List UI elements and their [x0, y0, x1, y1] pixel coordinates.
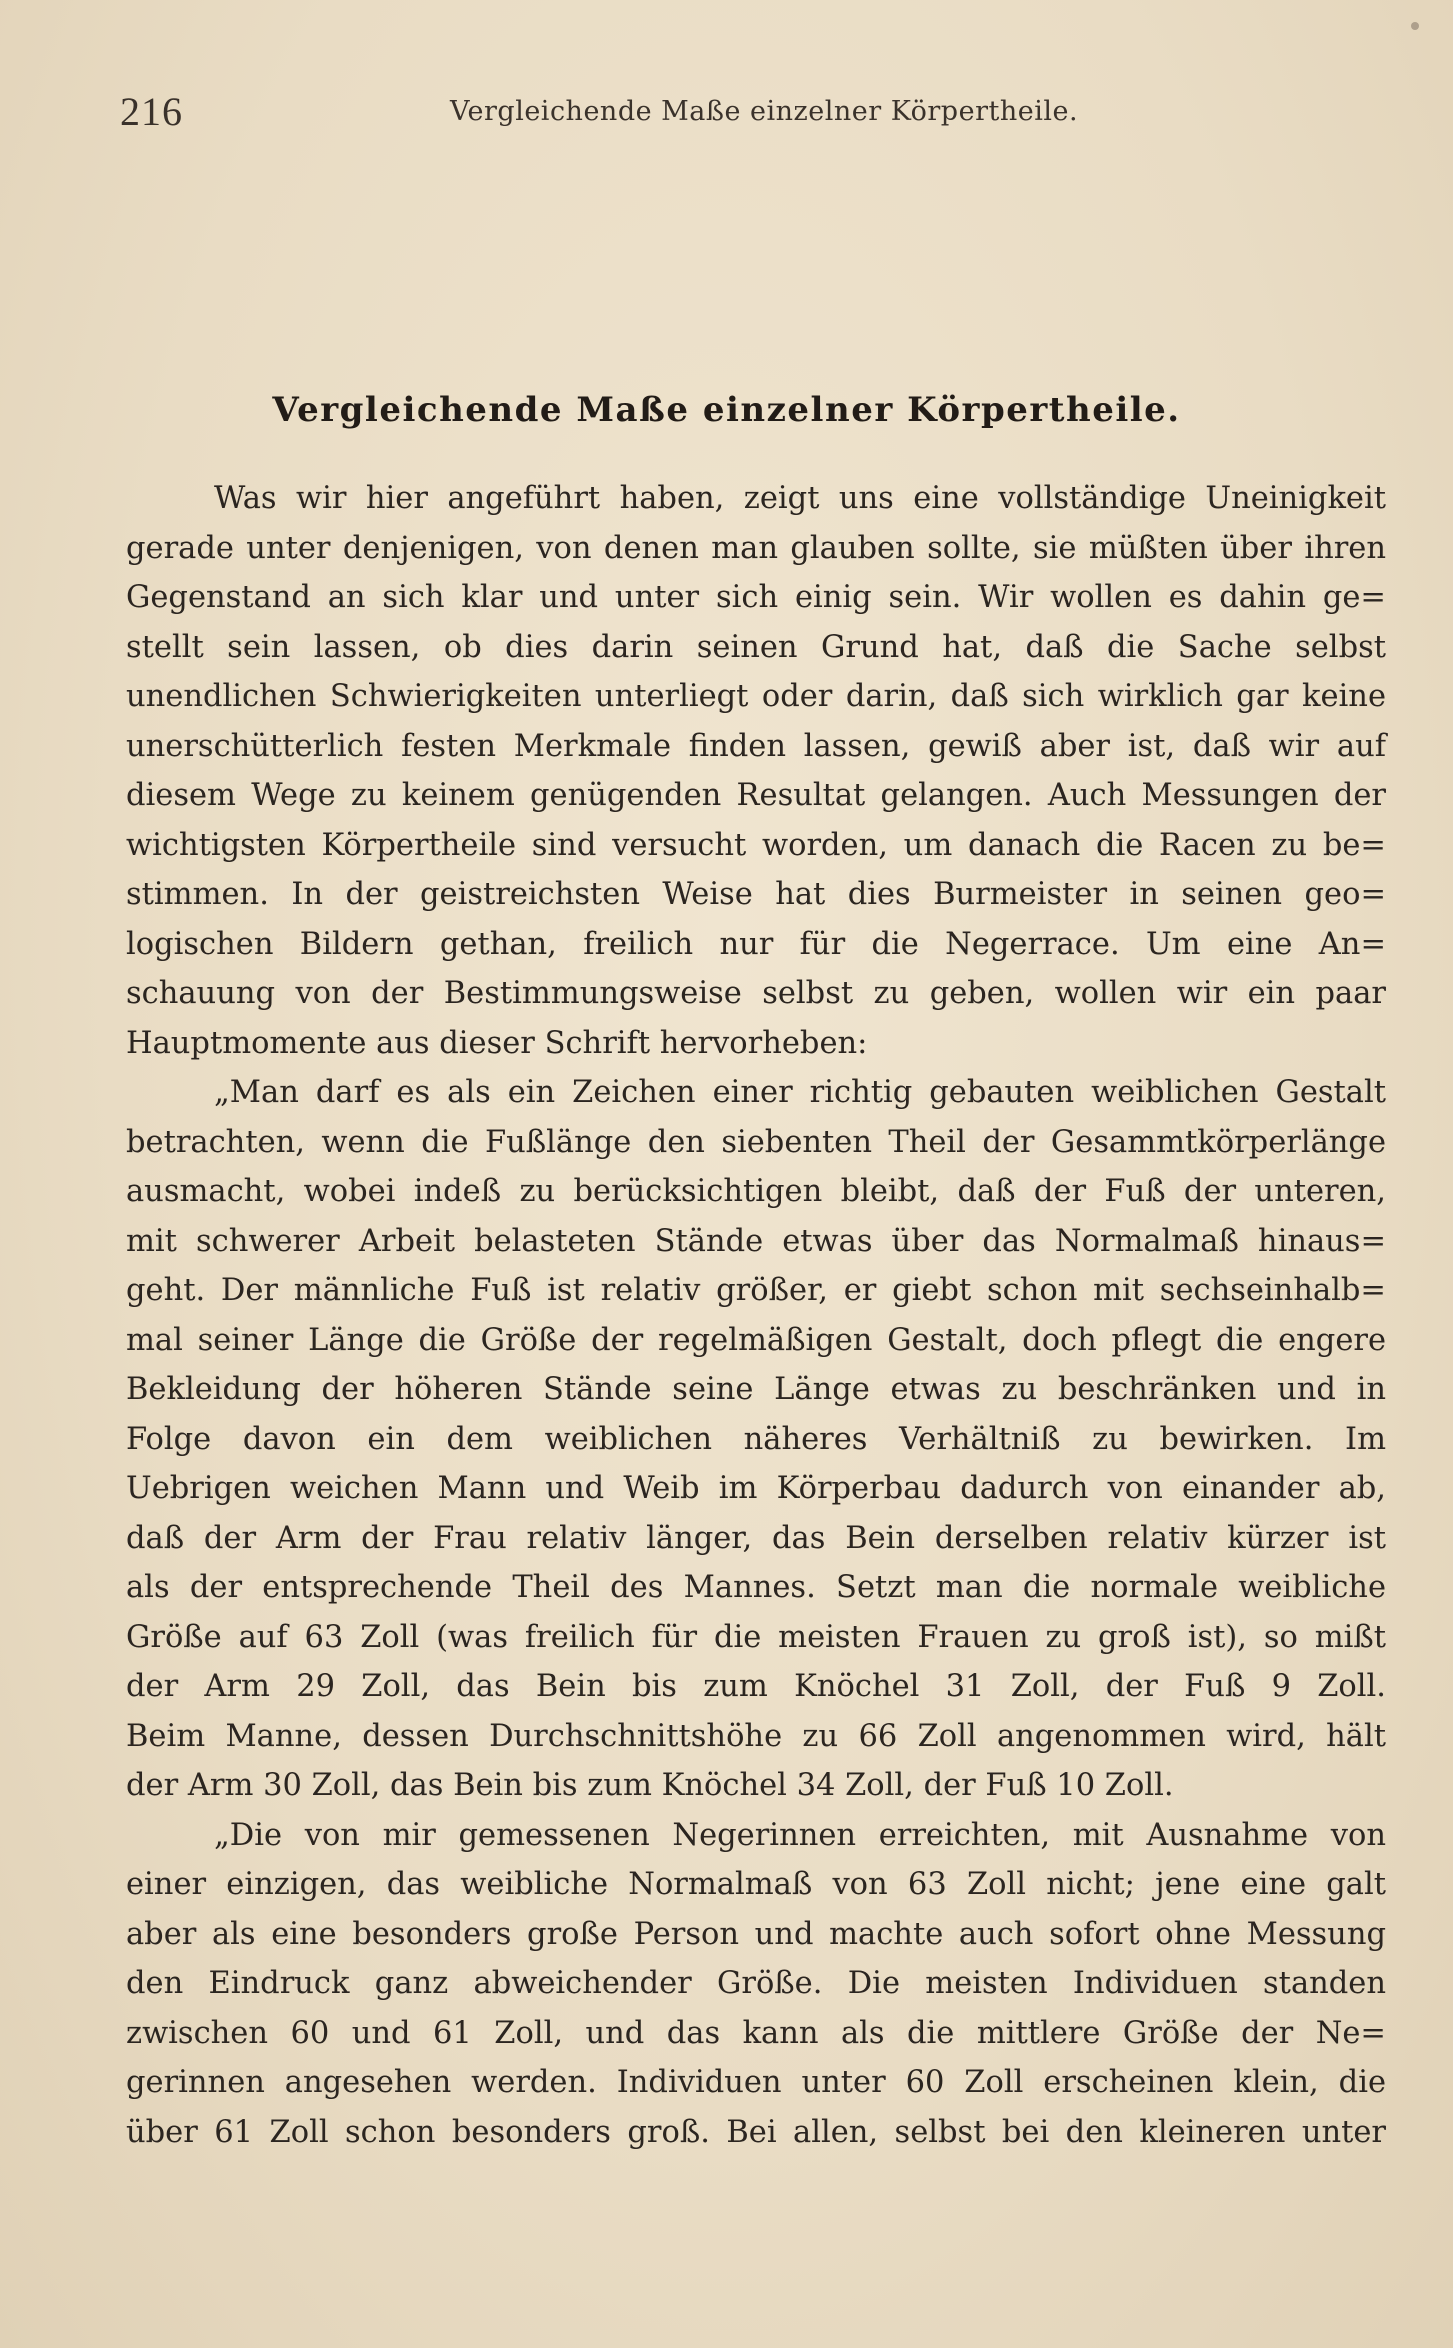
text-line: stellt sein lassen, ob dies darin seinen Grund hat, daß die Sache selbst — [126, 629, 1386, 665]
text-line: geht. Der männliche Fuß ist relativ größer, er giebt schon mit sechseinhalb= — [126, 1273, 1386, 1308]
page-header — [120, 88, 1320, 138]
text-line: mit schwerer Arbeit belasteten Stände etwas über das Normalmaß hinaus= — [126, 1223, 1386, 1259]
text-line: „Man darf es als ein Zeichen einer richtig gebauten weiblichen Gestalt — [214, 1075, 1386, 1110]
text-line: gerinnen angesehen werden. Individuen unter 60 Zoll erscheinen klein, die — [126, 2065, 1386, 2100]
section-title: Vergleichende Maße einzelner Körpertheile. — [272, 390, 1181, 430]
text-line: unendlichen Schwierigkeiten unterliegt oder darin, daß sich wirklich gar keine — [126, 679, 1386, 714]
text-line: Gegenstand an sich klar und unter sich einig sein. Wir wollen es dahin ge= — [126, 580, 1386, 615]
text-line: schauung von der Bestimmungsweise selbst zu geben, wollen wir ein paar — [126, 976, 1386, 1011]
text-line: aber als eine besonders große Person und machte auch sofort ohne Messung — [126, 1916, 1386, 1952]
text-line: logischen Bildern gethan, freilich nur für die Negerrace. Um eine An= — [126, 926, 1386, 962]
text-line: Größe auf 63 Zoll (was freilich für die meisten Frauen zu groß ist), so mißt — [126, 1619, 1386, 1655]
text-line: daß der Arm der Frau relativ länger, das Bein derselben relativ kürzer ist — [126, 1520, 1386, 1556]
text-line: Bekleidung der höheren Stände seine Länge etwas zu beschränken und in — [126, 1372, 1386, 1407]
text-line: zwischen 60 und 61 Zoll, und das kann als die mittlere Größe der Ne= — [126, 2015, 1386, 2051]
text-line: mal seiner Länge die Größe der regelmäßigen Gestalt, doch pflegt die engere — [126, 1322, 1386, 1358]
text-line: Hauptmomente aus dieser Schrift hervorheben: — [126, 1025, 868, 1061]
page-number: 216 — [120, 89, 183, 134]
text-line: den Eindruck ganz abweichender Größe. Die meisten Individuen standen — [126, 1966, 1386, 2001]
text-line: gerade unter denjenigen, von denen man glauben sollte, sie müßten über ihren — [126, 530, 1386, 566]
text-line: Folge davon ein dem weiblichen näheres Verhältniß zu bewirken. Im — [126, 1421, 1386, 1457]
paper-speck — [1411, 22, 1419, 30]
text-line: diesem Wege zu keinem genügenden Resultat gelangen. Auch Messungen der — [126, 778, 1386, 813]
text-line: Uebrigen weichen Mann und Weib im Körperbau dadurch von einander ab, — [126, 1471, 1386, 1506]
text-line: stimmen. In der geistreichsten Weise hat dies Burmeister in seinen geo= — [126, 877, 1386, 912]
text-line: einer einzigen, das weibliche Normalmaß von 63 Zoll nicht; jene eine galt — [126, 1867, 1386, 1902]
text-line: als der entsprechende Theil des Mannes. Setzt man die normale weibliche — [126, 1570, 1386, 1605]
text-line: der Arm 30 Zoll, das Bein bis zum Knöchel 34 Zoll, der Fuß 10 Zoll. — [126, 1768, 1174, 1803]
text-line: wichtigsten Körpertheile sind versucht worden, um danach die Racen zu be= — [126, 827, 1386, 863]
text-line: unerschütterlich festen Merkmale finden lassen, gewiß aber ist, daß wir auf — [126, 728, 1386, 764]
text-line: „Die von mir gemessenen Negerinnen erreichten, mit Ausnahme von — [214, 1817, 1386, 1853]
text-line: über 61 Zoll schon besonders groß. Bei allen, selbst bei den kleineren unter — [126, 2114, 1386, 2150]
running-head: Vergleichende Maße einzelner Körpertheile. — [450, 96, 1079, 127]
text-line: betrachten, wenn die Fußlänge den siebenten Theil der Gesammtkörperlänge — [126, 1124, 1386, 1160]
text-line: Beim Manne, dessen Durchschnittshöhe zu 66 Zoll angenommen wird, hält — [126, 1718, 1386, 1754]
text-line: ausmacht, wobei indeß zu berücksichtigen bleibt, daß der Fuß der unteren, — [126, 1174, 1386, 1209]
text-line: der Arm 29 Zoll, das Bein bis zum Knöchel 31 Zoll, der Fuß 9 Zoll. — [126, 1669, 1386, 1704]
text-line: Was wir hier angeführt haben, zeigt uns eine vollständige Uneinigkeit — [214, 481, 1386, 516]
